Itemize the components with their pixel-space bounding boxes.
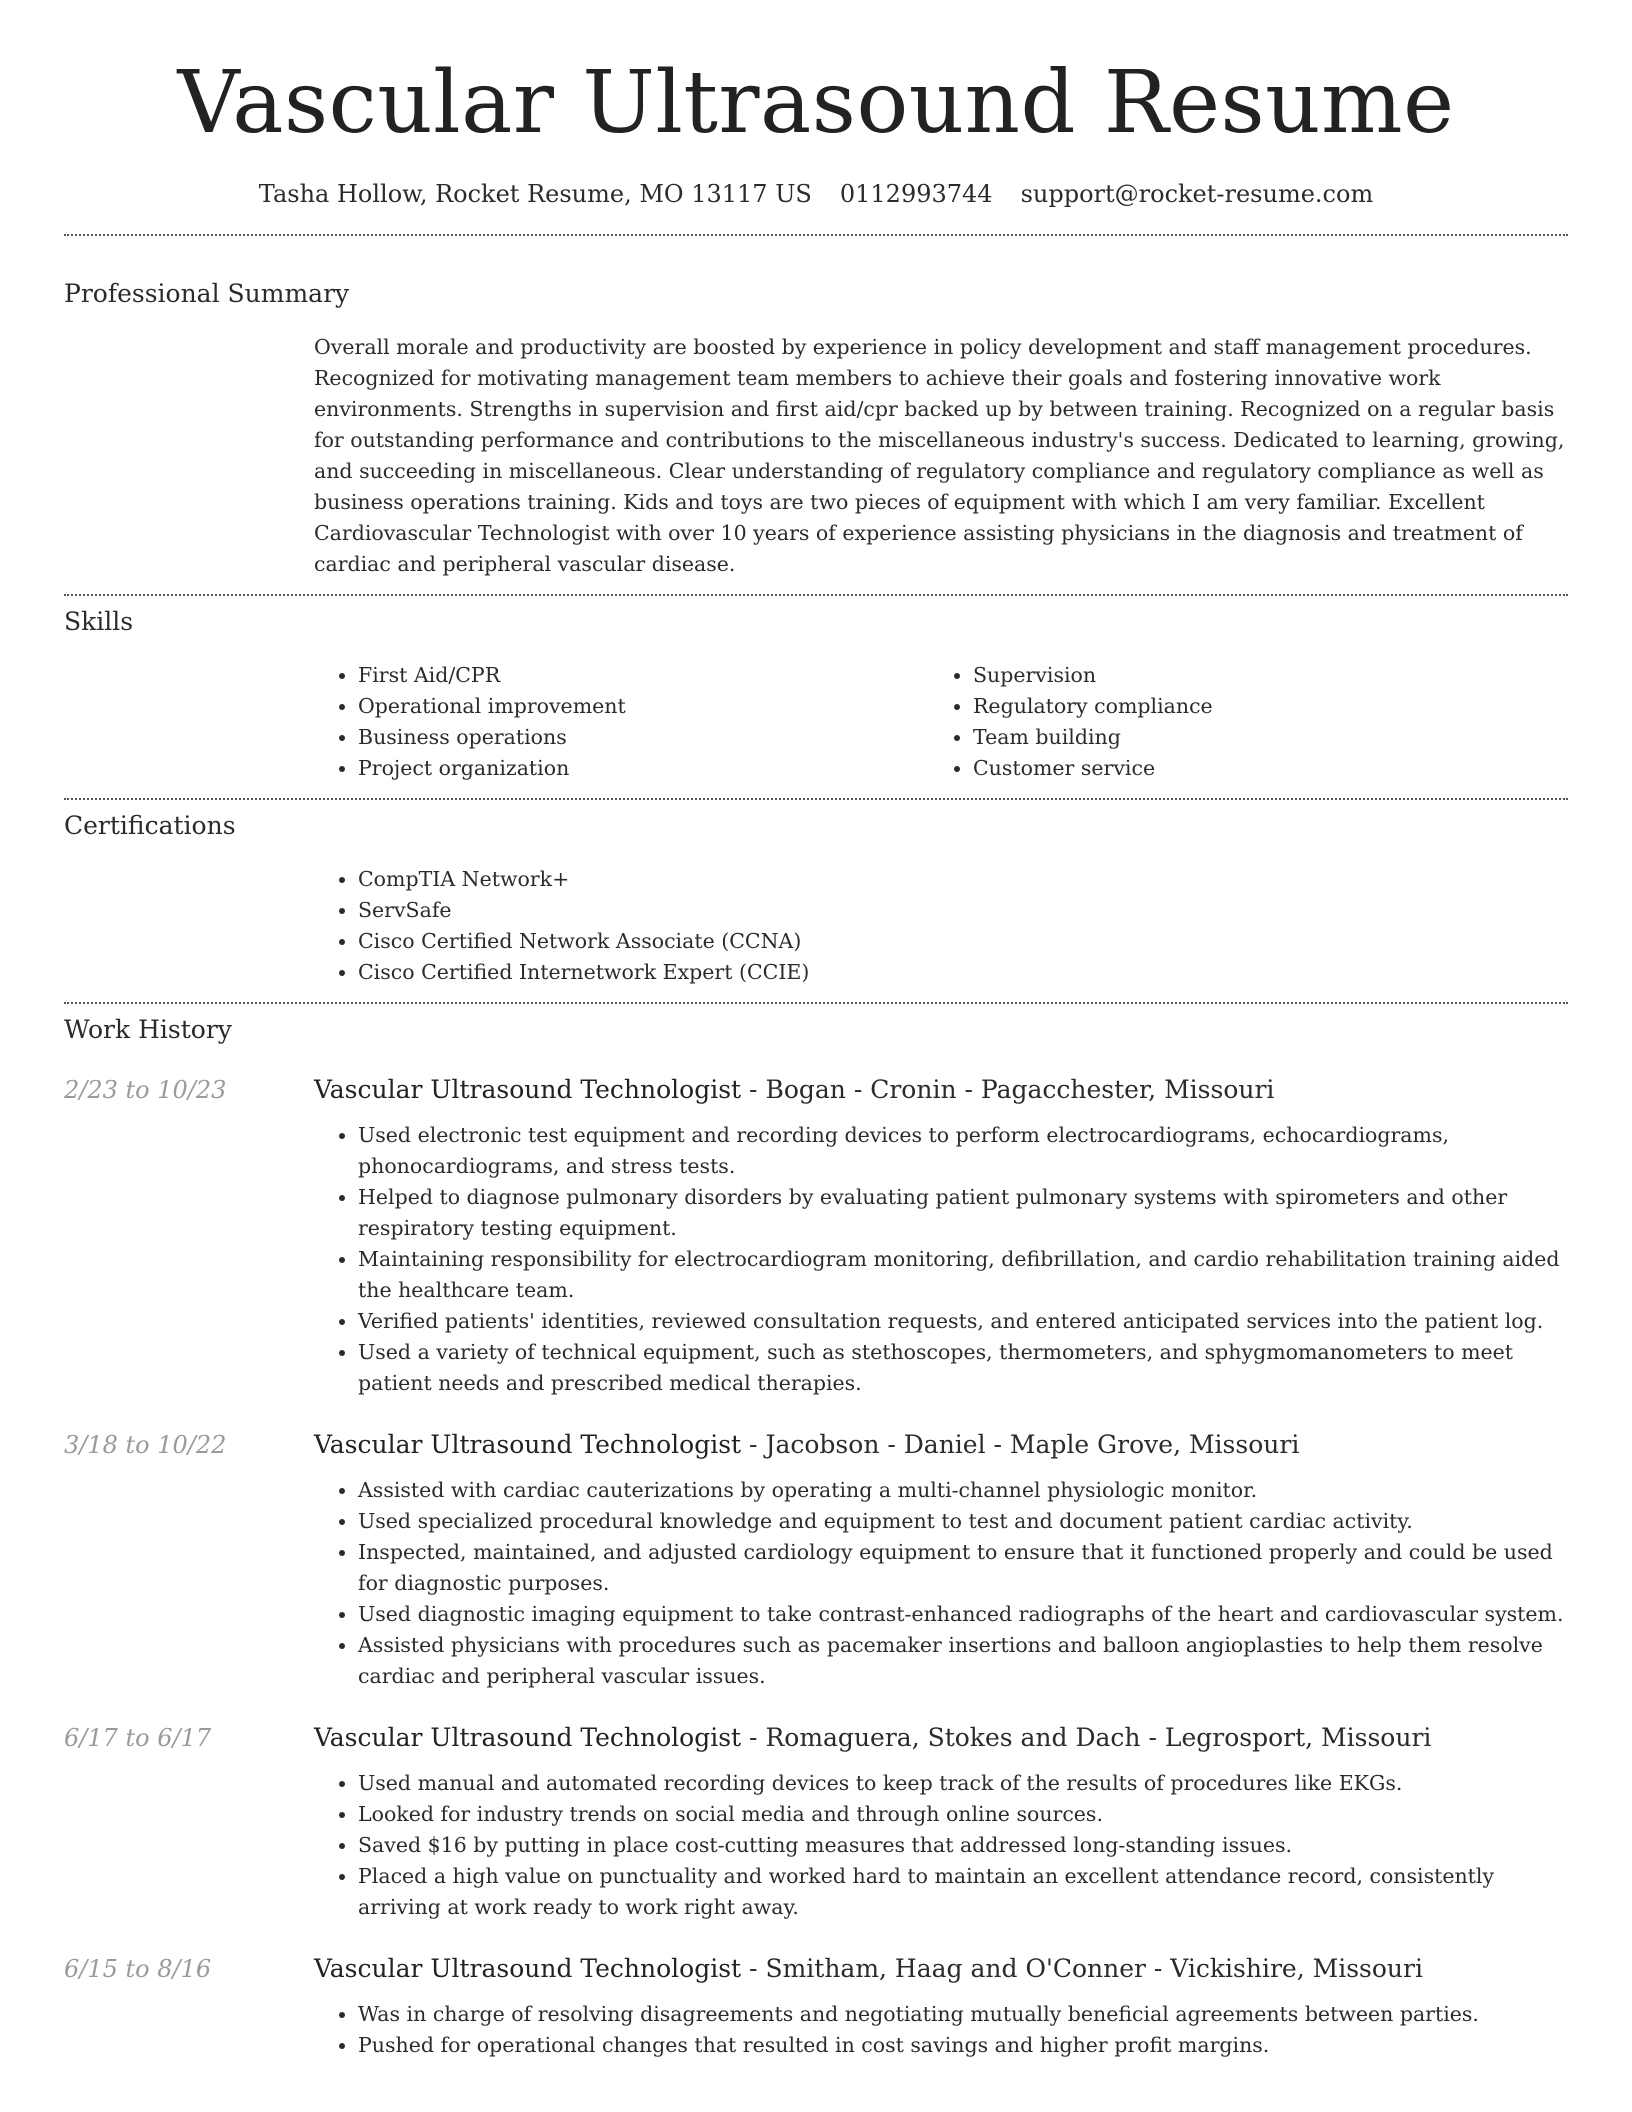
job-employer-location: - Romaguera, Stokes and Dach - Legrosport, Missouri xyxy=(741,1723,1432,1752)
job-date: 6/15 to 8/16 xyxy=(64,1955,212,1983)
certifications-section xyxy=(64,800,1568,988)
job-bullet: • Inspected, maintained, and adjusted cardiology equipment to ensure that it functioned properly and could be used for diagnostic purposes. xyxy=(358,1537,1568,1599)
certifications-heading: Certifications xyxy=(64,811,236,840)
job-heading xyxy=(314,1429,1568,1461)
skill-item: • Regulatory compliance xyxy=(973,691,1544,722)
certifications-list xyxy=(314,864,1568,988)
job-employer-location: - Smitham, Haag and O'Conner - Vickishire, Missouri xyxy=(741,1954,1423,1983)
job-bullet: • Assisted physicians with procedures such as pacemaker insertions and balloon angioplasties to help them resolve cardiac and peripheral vascular issues. xyxy=(358,1630,1568,1692)
job-body xyxy=(314,1722,1568,1923)
skills-section xyxy=(64,596,1568,784)
certification-item: • Cisco Certified Network Associate (CCNA) xyxy=(358,926,1568,957)
contact-phone: 0112993744 xyxy=(839,180,993,208)
work-history-heading: Work History xyxy=(64,1015,232,1044)
skill-item: • Supervision xyxy=(973,660,1544,691)
job-entry xyxy=(64,1074,1568,1399)
skill-item: • Business operations xyxy=(358,722,929,753)
skill-item: • First Aid/CPR xyxy=(358,660,929,691)
job-bullet: • Pushed for operational changes that resulted in cost savings and higher profit margins. xyxy=(358,2030,1568,2061)
certification-item: • CompTIA Network+ xyxy=(358,864,1568,895)
certification-item: • Cisco Certified Internetwork Expert (CCIE) xyxy=(358,957,1568,988)
job-bullet: • Helped to diagnose pulmonary disorders by evaluating patient pulmonary systems with spirometers and other respiratory testing equipment. xyxy=(358,1182,1568,1244)
contact-email: support@rocket-resume.com xyxy=(1020,180,1374,208)
job-date: 3/18 to 10/22 xyxy=(64,1431,227,1459)
job-heading xyxy=(314,1953,1568,1985)
contact-line xyxy=(64,178,1568,210)
skills-list xyxy=(314,660,1568,784)
job-bullet: • Saved $16 by putting in place cost-cutting measures that addressed long-standing issues. xyxy=(358,1830,1568,1861)
job-body xyxy=(314,1074,1568,1399)
job-title: Vascular Ultrasound Technologist xyxy=(314,1430,742,1459)
skills-heading: Skills xyxy=(64,607,134,636)
job-body xyxy=(314,1953,1568,2061)
job-entry xyxy=(64,1722,1568,1923)
job-bullet: • Maintaining responsibility for electrocardiogram monitoring, defibrillation, and cardio rehabilitation training aided the healthcare team. xyxy=(358,1244,1568,1306)
skill-item: • Operational improvement xyxy=(358,691,929,722)
job-title: Vascular Ultrasound Technologist xyxy=(314,1954,742,1983)
job-employer-location: - Jacobson - Daniel - Maple Grove, Missouri xyxy=(741,1430,1300,1459)
job-date: 6/17 to 6/17 xyxy=(64,1724,212,1752)
job-bullet: • Placed a high value on punctuality and worked hard to maintain an excellent attendance record, consistently arriving at work ready to work right away. xyxy=(358,1861,1568,1923)
job-heading xyxy=(314,1074,1568,1106)
job-bullet: • Was in charge of resolving disagreements and negotiating mutually beneficial agreements between parties. xyxy=(358,1999,1568,2030)
job-entry xyxy=(64,1953,1568,2061)
job-bullet: • Used a variety of technical equipment, such as stethoscopes, thermometers, and sphygmomanometers to meet patient needs and prescribed medical therapies. xyxy=(358,1337,1568,1399)
work-history-section xyxy=(64,1004,1568,2061)
summary-heading: Professional Summary xyxy=(64,279,350,308)
job-date: 2/23 to 10/23 xyxy=(64,1076,227,1104)
job-entry xyxy=(64,1429,1568,1692)
skills-column-left xyxy=(314,660,929,784)
job-bullet: • Looked for industry trends on social media and through online sources. xyxy=(358,1799,1568,1830)
job-body xyxy=(314,1429,1568,1692)
job-bullet: • Assisted with cardiac cauterizations by operating a multi-channel physiologic monitor. xyxy=(358,1475,1568,1506)
job-bullet: • Verified patients' identities, reviewed consultation requests, and entered anticipated services into the patient log. xyxy=(358,1306,1568,1337)
skill-item: • Customer service xyxy=(973,753,1544,784)
summary-section xyxy=(64,236,1568,580)
job-heading xyxy=(314,1722,1568,1754)
job-bullet: • Used manual and automated recording devices to keep track of the results of procedures like EKGs. xyxy=(358,1768,1568,1799)
job-bullet: • Used electronic test equipment and recording devices to perform electrocardiograms, echocardiograms, phonocardiograms, and stress tests. xyxy=(358,1120,1568,1182)
contact-address: Tasha Hollow, Rocket Resume, MO 13117 US xyxy=(258,180,812,208)
skill-item: • Team building xyxy=(973,722,1544,753)
job-bullet: • Used diagnostic imaging equipment to take contrast-enhanced radiographs of the heart and cardiovascular system. xyxy=(358,1599,1568,1630)
resume-title: Vascular Ultrasound Resume xyxy=(177,53,1455,153)
skills-column-right xyxy=(929,660,1544,784)
job-title: Vascular Ultrasound Technologist xyxy=(314,1075,742,1104)
skill-item: • Project organization xyxy=(358,753,929,784)
summary-text: Overall morale and productivity are boosted by experience in policy development and staff management procedures. Recognized for motivating management team members to achieve their goals and fostering innovative work environments. Strengths in supervision and first aid/cpr backed up by between training. Recognized on a regular basis for outstanding performance and contributions to the miscellaneous industry's success. Dedicated to learning, growing, and succeeding in miscellaneous. Clear understanding of regulatory compliance and regulatory compliance as well as business operations training. Kids and toys are two pieces of equipment with which I am very familiar. Excellent Cardiovascular Technologist with over 10 years of experience assisting physicians in the diagnosis and treatment of cardiac and peripheral vascular disease. xyxy=(314,335,1565,576)
job-bullet: • Used specialized procedural knowledge and equipment to test and document patient cardiac activity. xyxy=(358,1506,1568,1537)
job-employer-location: - Bogan - Cronin - Pagacchester, Missouri xyxy=(741,1075,1275,1104)
certification-item: • ServSafe xyxy=(358,895,1568,926)
job-title: Vascular Ultrasound Technologist xyxy=(314,1723,742,1752)
